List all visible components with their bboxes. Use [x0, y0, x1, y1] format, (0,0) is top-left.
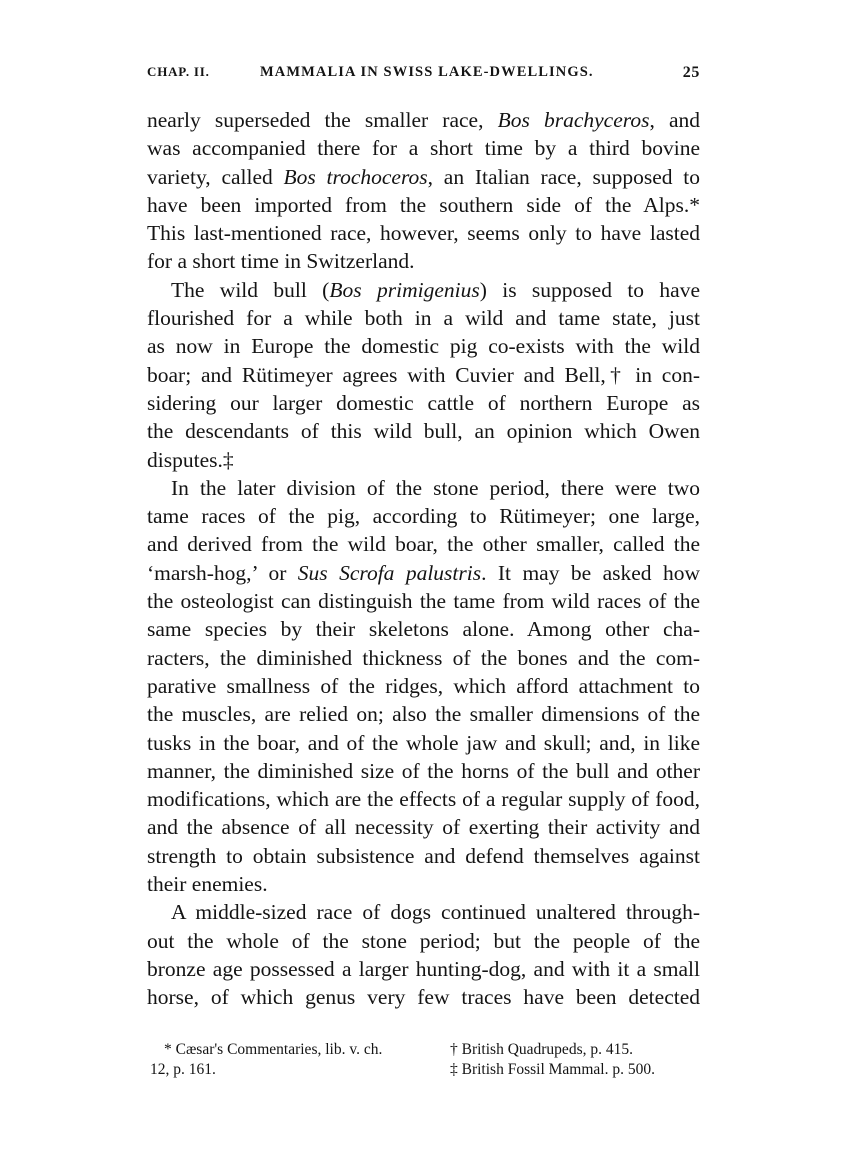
text-line: for a short time in Switzerland. [147, 249, 415, 274]
text-line: the muscles, are relied on; also the smaller dimensions of the [147, 702, 700, 727]
text-line: A middle-sized race of dogs continued unaltered through- [171, 900, 700, 925]
species-name: Bos primigenius [329, 277, 480, 302]
text-line: tame races of the pig, according to Rütimeyer; one large, [147, 504, 700, 529]
running-head [147, 64, 700, 86]
text-line: manner, the diminished size of the horns of the bull and other [147, 758, 700, 783]
running-title: MAMMALIA IN SWISS LAKE-DWELLINGS. [260, 64, 594, 80]
text-line: their enemies. [147, 872, 268, 897]
footnote-line: † British Quadrupeds, p. 415. [450, 1041, 633, 1058]
text-line: flourished for a while both in a wild and tame state, just [147, 306, 700, 331]
text-line: sidering our larger domestic cattle of northern Europe as [147, 390, 700, 415]
text-line: boar; and Rütimeyer agrees with Cuvier and Bell,† in con- [147, 362, 700, 387]
footnote-line: ‡ British Fossil Mammal. p. 500. [450, 1060, 655, 1078]
text-line: bronze age possessed a larger hunting-dog, and with it a small [147, 956, 700, 981]
text-line: the descendants of this wild bull, an opinion which Owen [147, 419, 700, 444]
text-line: the osteologist can distinguish the tame from wild races of the [147, 589, 700, 614]
text-line: same species by their skeletons alone. Among other cha- [147, 617, 700, 642]
text-line: have been imported from the southern side of the Alps.* [147, 192, 700, 217]
text-line: horse, of which genus very few traces have been detected [147, 985, 700, 1010]
page-number: 25 [682, 64, 700, 81]
text-line: as now in Europe the domestic pig co-exists with the wild [147, 334, 700, 359]
footnote-right [450, 1040, 655, 1079]
text-line: disputes.‡ [147, 447, 234, 472]
text-line: ‘marsh-hog,’ or Sus Scrofa palustris. It may be asked how [147, 560, 700, 585]
text-line: This last-mentioned race, however, seems only to have lasted [147, 221, 700, 246]
text-line: In the later division of the stone period, there were two [171, 475, 700, 500]
text-line: strength to obtain subsistence and defend themselves against [147, 843, 700, 868]
body-text [147, 106, 700, 1012]
text-line: and derived from the wild boar, the other smaller, called the [147, 532, 700, 557]
text-line: was accompanied there for a short time by a third bovine [147, 136, 700, 161]
text-line: tusks in the boar, and of the whole jaw and skull; and, in like [147, 730, 700, 755]
species-name: Sus Scrofa palustris [297, 560, 482, 585]
text-line: out the whole of the stone period; but the people of the [147, 928, 700, 953]
text-line: The wild bull (Bos primigenius) is supposed to have [171, 277, 700, 302]
text-line: parative smallness of the ridges, which afford attachment to [147, 673, 700, 698]
chapter-label: CHAP. II. [147, 64, 210, 79]
text-line: and the absence of all necessity of exerting their activity and [147, 815, 700, 840]
text-line: nearly superseded the smaller race, Bos brachyceros, and [147, 108, 700, 132]
text-line: variety, called Bos trochoceros, an Italian race, supposed to [147, 164, 700, 189]
footnote-line: 12, p. 161. [150, 1060, 216, 1078]
text-line: modifications, which are the effects of a regular supply of food, [147, 787, 700, 812]
footnote-line: * Cæsar's Commentaries, lib. v. ch. [164, 1041, 383, 1058]
text-line: racters, the diminished thickness of the bones and the com- [147, 645, 700, 670]
species-name: Bos trochoceros [283, 164, 428, 189]
species-name: Bos brachyceros [497, 108, 650, 132]
footnote-left [150, 1040, 383, 1079]
